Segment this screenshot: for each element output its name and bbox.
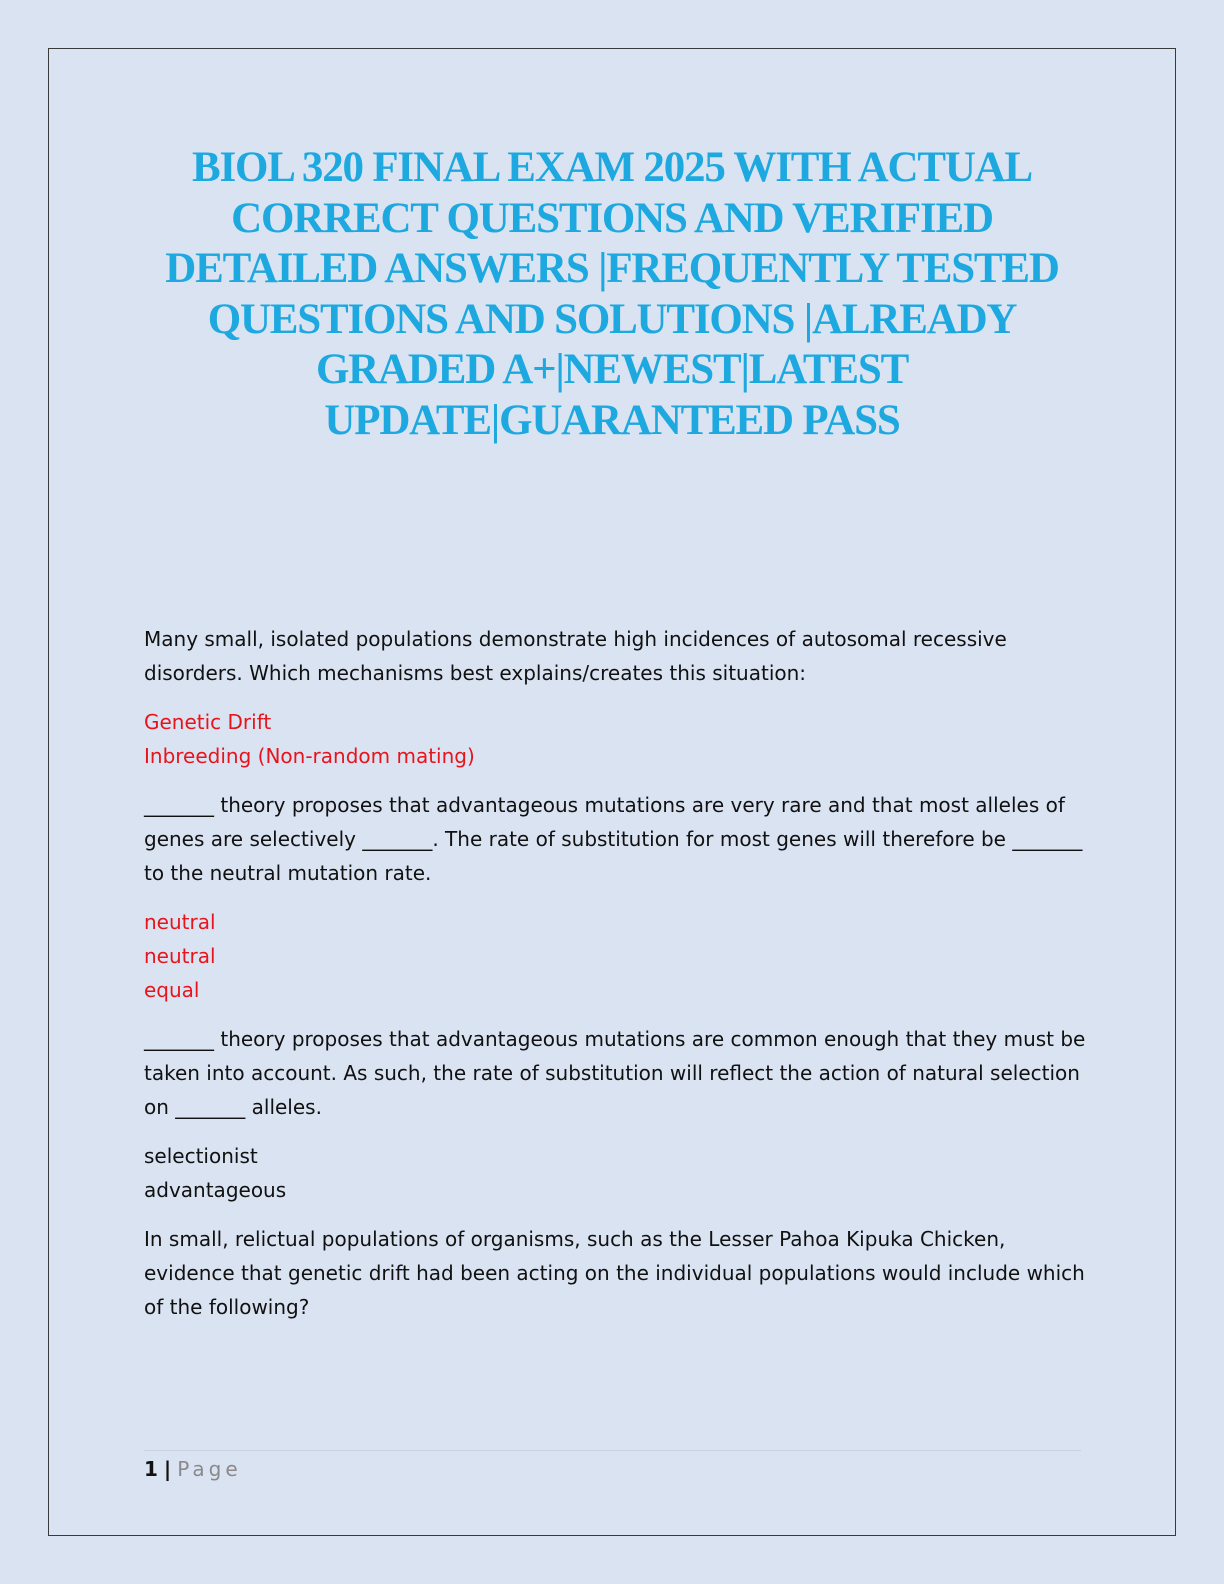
question-4-text: In small, relictual populations of organisms, such as the Lesser Pahoa Kipuka Chicken, evidence that genetic drift had been acting on the individual populations would include which of the following? <box>144 1227 1085 1319</box>
answer-item: neutral <box>144 944 216 968</box>
answer-item: Inbreeding (Non-random mating) <box>144 744 475 768</box>
page-label: Page <box>177 1457 242 1481</box>
document-body <box>144 622 1089 1339</box>
footer-divider <box>144 1450 1081 1451</box>
answer-item: equal <box>144 978 200 1002</box>
answer-item: advantageous <box>144 1178 287 1202</box>
answer-item: selectionist <box>144 1144 258 1168</box>
question-3-text: _______ theory proposes that advantageous mutations are common enough that they must be taken into account. As such, the rate of substitution will reflect the action of natural selection on _______ alleles. <box>144 1027 1086 1119</box>
page-footer <box>144 1455 242 1483</box>
question-1-text: Many small, isolated populations demonstrate high incidences of autosomal recessive disorders. Which mechanisms best explains/creates this situation: <box>144 627 1007 685</box>
answer-item: Genetic Drift <box>144 710 272 734</box>
footer-separator: | <box>163 1457 172 1481</box>
question-3-answers <box>144 1139 1089 1207</box>
question-2-answers <box>144 905 1089 1007</box>
document-title: BIOL 320 FINAL EXAM 2025 WITH ACTUAL CORRECT QUESTIONS AND VERIFIED DETAILED ANSWERS |FREQUENTLY TESTED QUESTIONS AND SOLUTIONS |ALREADY GRADED A+|NEWEST|LATEST UPDATE|GUARANTEED PASS <box>165 144 1059 444</box>
answer-item: neutral <box>144 910 216 934</box>
page-number: 1 <box>144 1457 158 1481</box>
question-1-answers <box>144 705 1089 773</box>
question-2-text: _______ theory proposes that advantageous mutations are very rare and that most alleles of genes are selectively _______. The rate of substitution for most genes will therefore be _______ to the neutral mutation rate. <box>144 793 1083 885</box>
